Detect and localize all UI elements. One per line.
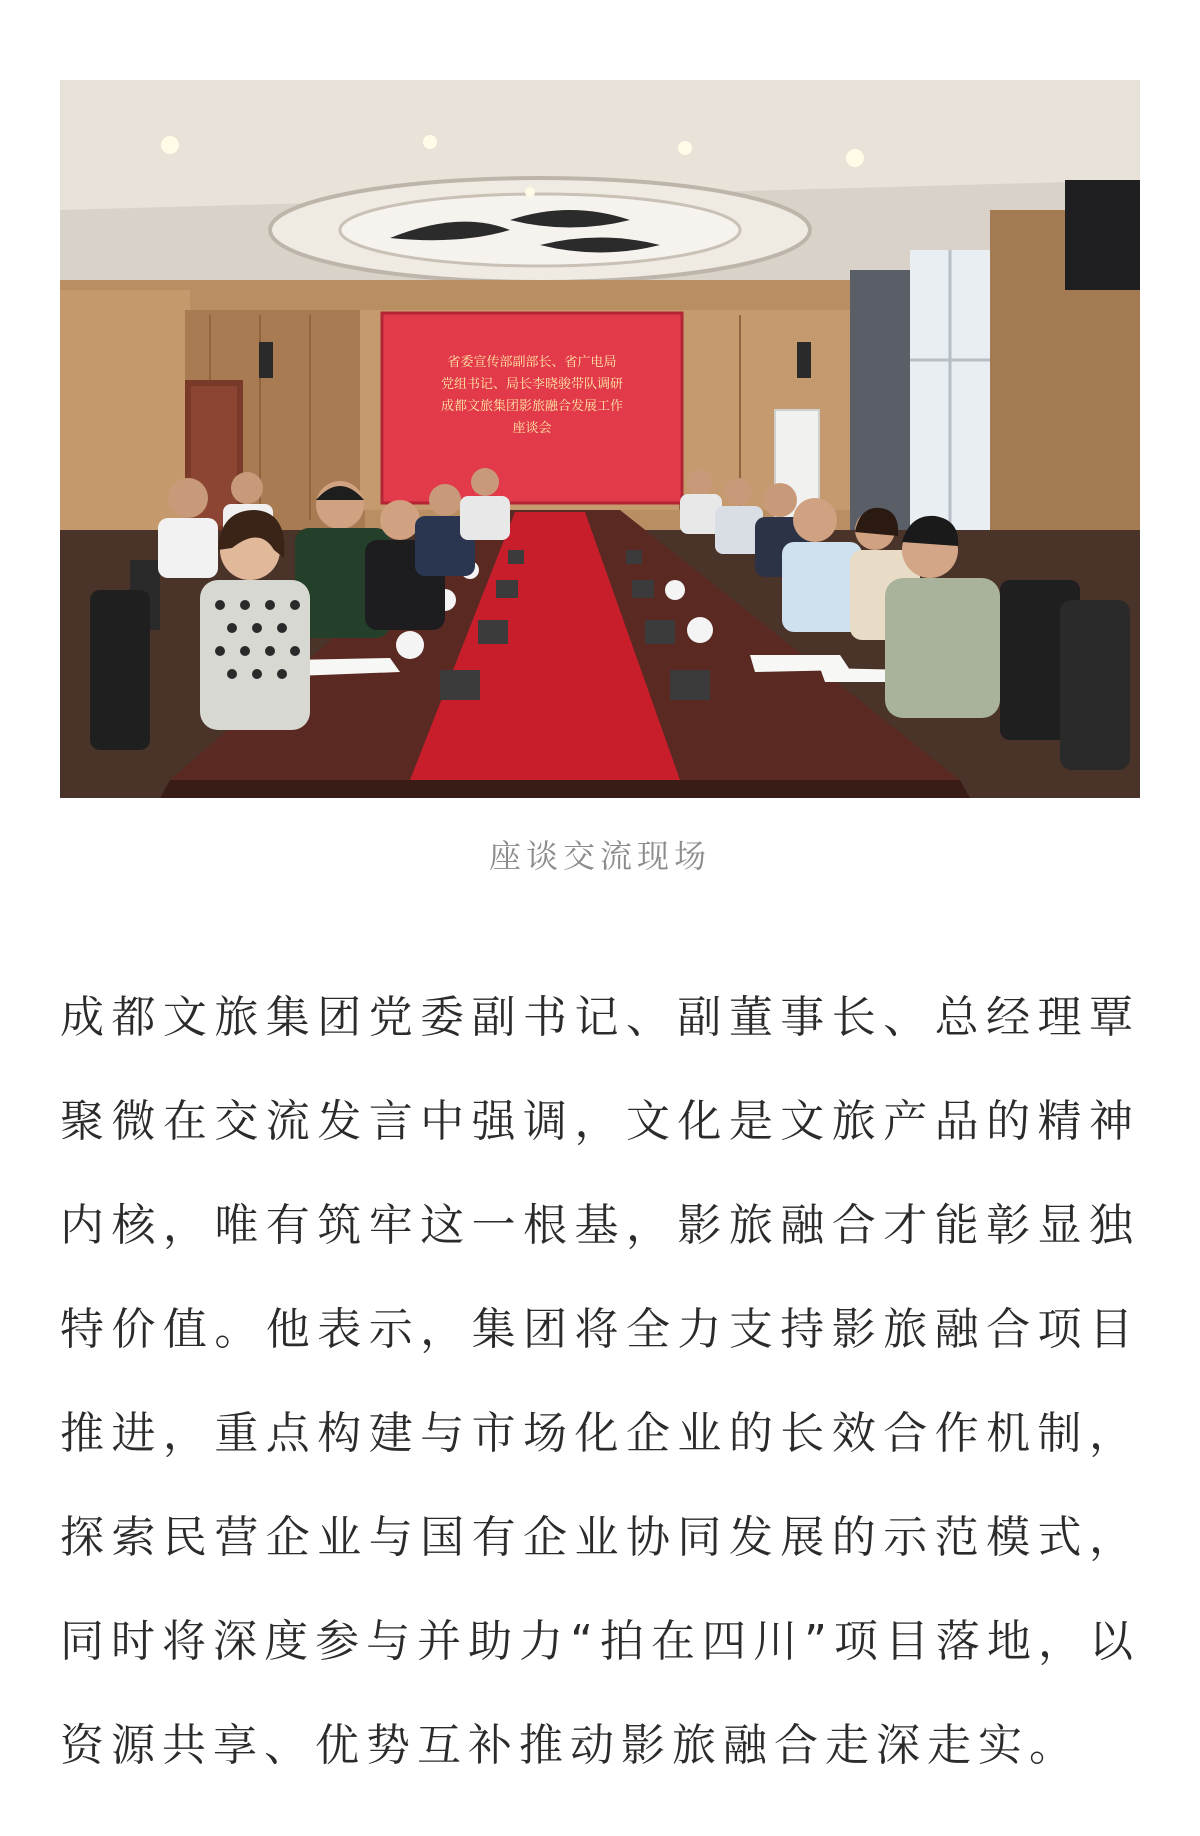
photo-caption: 座谈交流现场 <box>488 837 711 875</box>
meeting-photo <box>60 80 1140 798</box>
screen-line-3: 成都文旅集团影旅融合发展工作 <box>440 399 624 414</box>
paragraph-line: 成都文旅集团党委副书记、副董事长、总经理覃 <box>60 992 1140 1043</box>
meeting-scene <box>60 80 1140 798</box>
screen-line-1: 省委宣传部副部长、省广电局 <box>447 355 617 370</box>
article-paragraph <box>60 966 1140 1798</box>
paragraph-line: 特价值。他表示，集团将全力支持影旅融合项目 <box>60 1304 1140 1355</box>
screen-line-2: 党组书记、局长李晓骏带队调研 <box>440 377 624 392</box>
paragraph-line: 资源共享、优势互补推动影旅融合走深走实。 <box>60 1720 1080 1771</box>
paragraph-line: 聚微在交流发言中强调，文化是文旅产品的精神 <box>60 1096 1140 1147</box>
paragraph-line: 同时将深度参与并助力“拍在四川”项目落地，以 <box>60 1616 1140 1667</box>
screen-line-4: 座谈会 <box>512 421 552 436</box>
paragraph-line: 推进，重点构建与市场化企业的长效合作机制， <box>60 1408 1140 1459</box>
paragraph-line: 内核，唯有筑牢这一根基，影旅融合才能彰显独 <box>60 1200 1140 1251</box>
paragraph-line: 探索民营企业与国有企业协同发展的示范模式， <box>60 1512 1140 1563</box>
